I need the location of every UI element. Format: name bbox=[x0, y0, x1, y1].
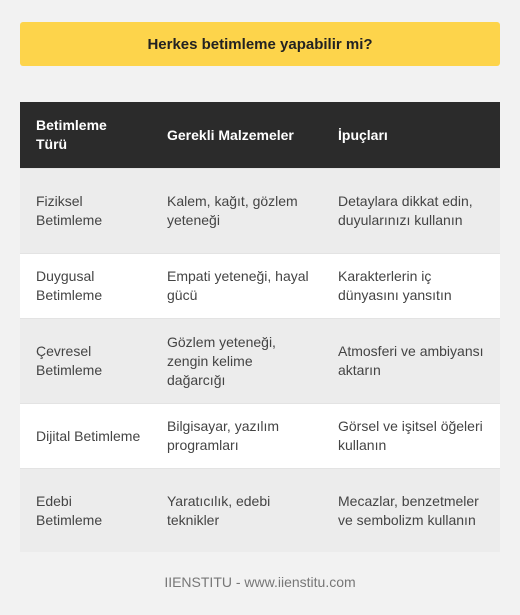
page-title: Herkes betimleme yapabilir mi? bbox=[147, 35, 373, 53]
cell-type: Dijital Betimleme bbox=[20, 404, 151, 469]
table-row bbox=[20, 319, 500, 404]
table-row bbox=[20, 169, 500, 254]
cell-materials: Yaratıcılık, edebi teknikler bbox=[151, 469, 322, 553]
cell-materials: Bilgisayar, yazılım programları bbox=[151, 404, 322, 469]
cell-tips: Görsel ve işitsel öğeleri kullanın bbox=[322, 404, 500, 469]
cell-tips: Karakterlerin iç dünyasını yansıtın bbox=[322, 254, 500, 319]
header-ipuclari: İpuçları bbox=[322, 102, 500, 169]
cell-tips: Mecazlar, benzetmeler ve sembolizm kullanın bbox=[322, 469, 500, 553]
title-banner bbox=[20, 22, 500, 66]
cell-type: Çevresel Betimleme bbox=[20, 319, 151, 404]
footer-credit: IIENSTITU - www.iienstitu.com bbox=[164, 574, 356, 590]
table-row bbox=[20, 254, 500, 319]
cell-tips: Detaylara dikkat edin, duyularınızı kullanın bbox=[322, 169, 500, 254]
cell-tips: Atmosferi ve ambiyansı aktarın bbox=[322, 319, 500, 404]
header-betimleme-turu: Betimleme Türü bbox=[20, 102, 151, 169]
cell-materials: Empati yeteneği, hayal gücü bbox=[151, 254, 322, 319]
header-gerekli-malzemeler: Gerekli Malzemeler bbox=[151, 102, 322, 169]
table-row bbox=[20, 469, 500, 553]
table-header-row bbox=[20, 102, 500, 169]
cell-materials: Gözlem yeteneği, zengin kelime dağarcığı bbox=[151, 319, 322, 404]
cell-type: Duygusal Betimleme bbox=[20, 254, 151, 319]
betimleme-table bbox=[20, 102, 500, 552]
cell-type: Fiziksel Betimleme bbox=[20, 169, 151, 254]
cell-type: Edebi Betimleme bbox=[20, 469, 151, 553]
cell-materials: Kalem, kağıt, gözlem yeteneği bbox=[151, 169, 322, 254]
table-row bbox=[20, 404, 500, 469]
